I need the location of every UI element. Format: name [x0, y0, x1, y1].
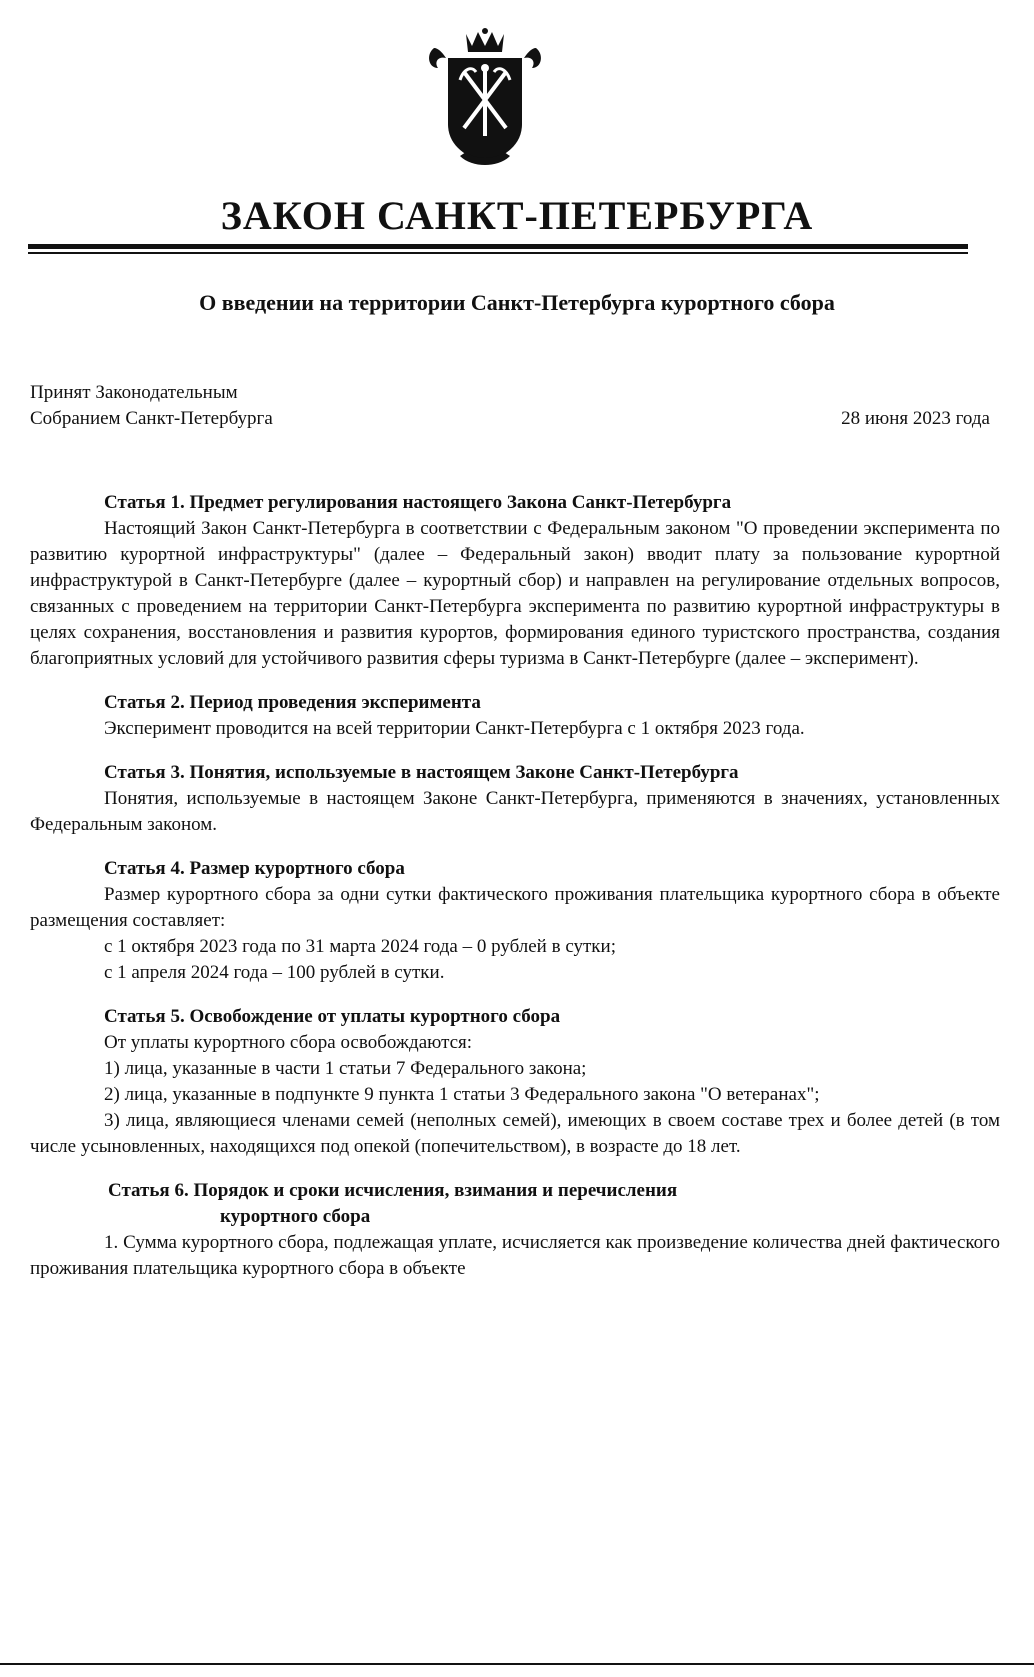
- adoption-line-2: Собранием Санкт-Петербурга: [30, 408, 273, 429]
- adoption-authority: [30, 380, 273, 432]
- article-heading: [108, 1178, 1000, 1230]
- law-body: [30, 490, 1000, 1300]
- article-paragraph: Размер курортного сбора за одни сутки фактического проживания плательщика курортного сбора в объекте размещения составляет:: [30, 884, 1000, 931]
- article-3: [30, 760, 1000, 838]
- article-paragraph: с 1 октября 2023 года по 31 марта 2024 года – 0 рублей в сутки;: [104, 936, 616, 957]
- article-6: [30, 1178, 1000, 1282]
- article-heading-line-1: Статья 6. Порядок и сроки исчисления, взимания и перечисления: [108, 1180, 678, 1201]
- article-paragraph: 3) лица, являющиеся членами семей (неполных семей), имеющих в своем составе трех и более детей (в том числе усыновленных, находящихся под опекой (попечительством), в возрасте до 18 лет.: [30, 1110, 1000, 1157]
- title-rule-thin: [28, 252, 968, 254]
- law-subtitle: О введении на территории Санкт-Петербурга курортного сбора: [199, 290, 835, 315]
- article-paragraph: с 1 апреля 2024 года – 100 рублей в сутки.: [104, 962, 445, 983]
- adoption-line-1: Принят Законодательным: [30, 382, 238, 403]
- spb-coat-of-arms-icon: [424, 28, 546, 170]
- article-heading-line-2: курортного сбора: [220, 1206, 371, 1227]
- title-rule-thick: [28, 244, 968, 249]
- article-heading: Статья 1. Предмет регулирования настоящего Закона Санкт-Петербурга: [104, 492, 732, 513]
- article-paragraph: Понятия, используемые в настоящем Законе Санкт-Петербурга, применяются в значениях, установленных Федеральным законом.: [30, 788, 1000, 835]
- article-1: [30, 490, 1000, 672]
- article-paragraph: 2) лица, указанные в подпункте 9 пункта 1 статьи 3 Федерального закона "О ветеранах";: [104, 1084, 820, 1105]
- article-paragraph: 1) лица, указанные в части 1 статьи 7 Федерального закона;: [104, 1058, 587, 1079]
- article-heading: Статья 5. Освобождение от уплаты курортного сбора: [104, 1006, 561, 1027]
- article-heading: Статья 2. Период проведения эксперимента: [104, 692, 481, 713]
- law-title: ЗАКОН САНКТ-ПЕТЕРБУРГА: [220, 193, 814, 238]
- article-2: [30, 690, 1000, 742]
- article-paragraph: 1. Сумма курортного сбора, подлежащая уплате, исчисляется как произведение количества дней фактического проживания плательщика курортного сбора в объекте: [30, 1232, 1000, 1279]
- article-heading: Статья 3. Понятия, используемые в настоящем Законе Санкт-Петербурга: [104, 762, 739, 783]
- article-paragraph: Эксперимент проводится на всей территории Санкт-Петербурга с 1 октября 2023 года.: [104, 718, 805, 739]
- article-paragraph: Настоящий Закон Санкт-Петербурга в соответствии с Федеральным законом "О проведении эксперимента по развитию курортной инфраструктуры" (далее – Федеральный закон) вводит плату за пользование курортной инфраструктурой в Санкт-Петербурге (далее – курортный сбор) и направлен на регулирование отдельных вопросов, связанных с проведением на территории Санкт-Петербурга эксперимента по развитию курортной инфраструктуры в целях сохранения, восстановления и развития курортов, формирования единого туристского пространства, создания благоприятных условий для устойчивого развития сферы туризма в Санкт-Петербурге (далее – эксперимент).: [30, 518, 1000, 669]
- article-4: [30, 856, 1000, 986]
- article-5: [30, 1004, 1000, 1160]
- article-paragraph: От уплаты курортного сбора освобождаются:: [104, 1032, 473, 1053]
- adoption-date: 28 июня 2023 года: [841, 408, 990, 429]
- article-heading: Статья 4. Размер курортного сбора: [104, 858, 405, 879]
- page-bottom-rule: [0, 1663, 1034, 1665]
